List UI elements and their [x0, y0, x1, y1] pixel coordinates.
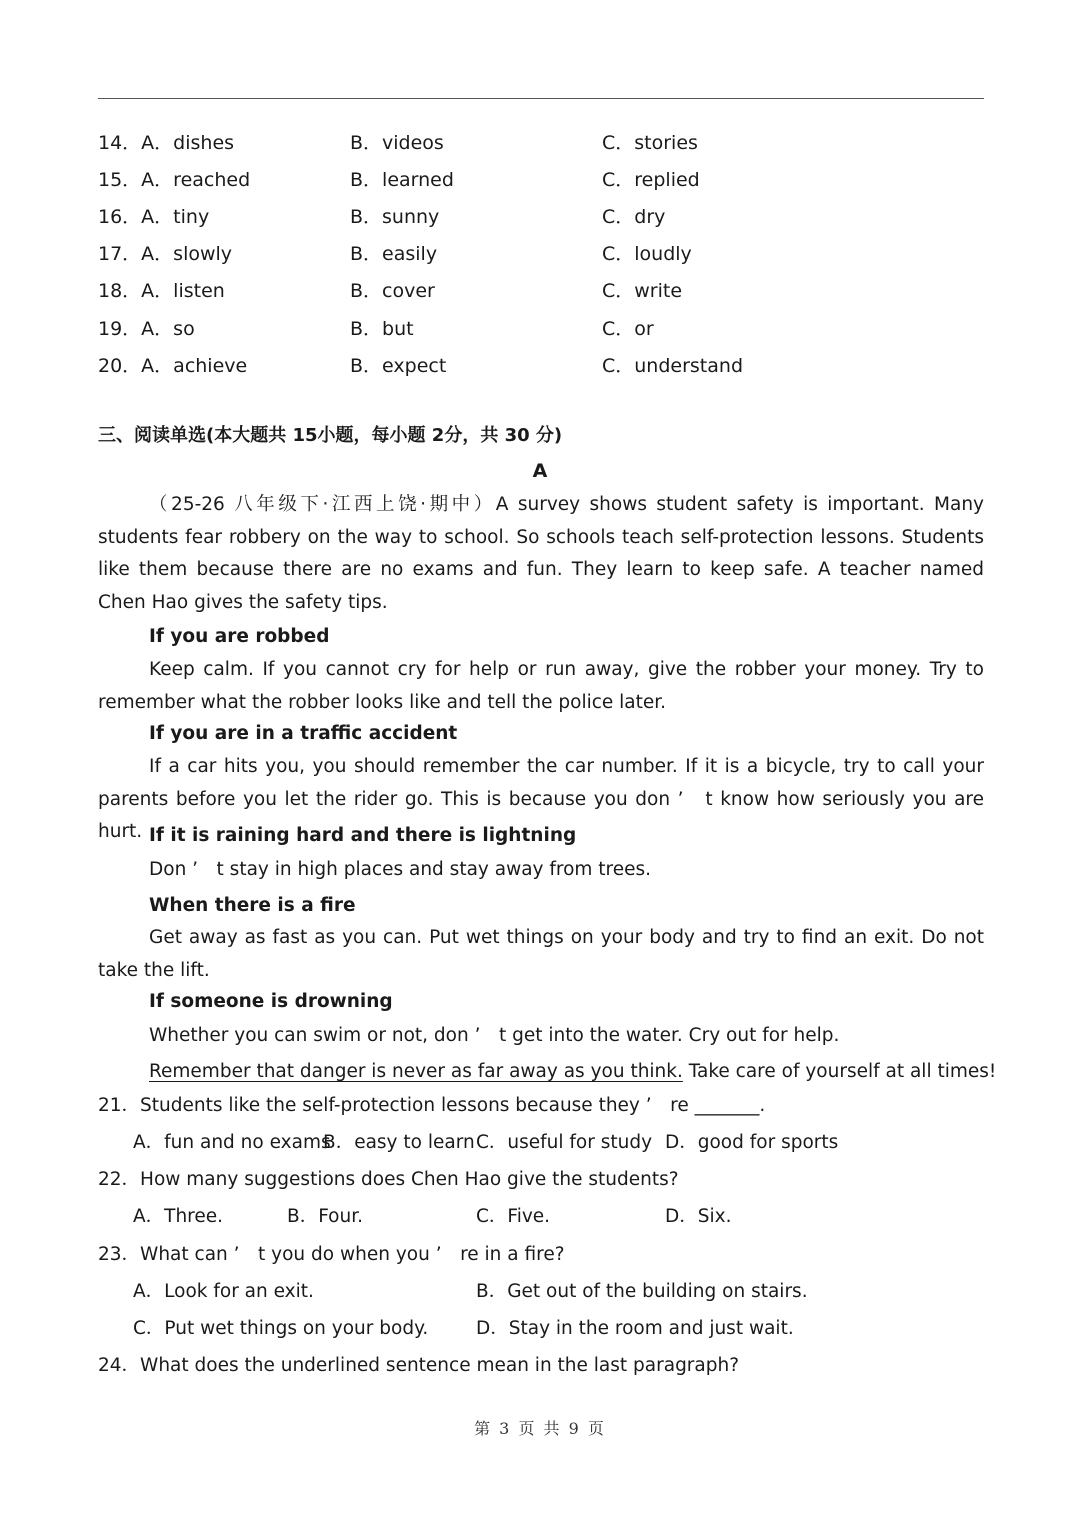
closing-rest: Take care of yourself at all times!	[682, 1061, 997, 1082]
option-a: 16．A．tiny	[98, 206, 210, 228]
question-21: 21．Students like the self-protection lessons because they ’ re _______.	[98, 1095, 766, 1116]
q21-option-a: A．fun and no exams	[133, 1132, 331, 1153]
option-c: C．write	[602, 280, 683, 302]
paragraph-fire: Get away as fast as you can. Put wet things on your body and try to find an exit. Do not take the lift.	[98, 927, 984, 981]
heading-lightning: If it is raining hard and there is lightning	[149, 825, 577, 846]
options-row-18	[98, 276, 984, 306]
q23-option-a: A．Look for an exit.	[133, 1281, 314, 1302]
heading-fire: When there is a fire	[149, 895, 356, 916]
paragraph-robbed: Keep calm. If you cannot cry for help or run away, give the robber your money. Try to remember what the robber looks like and tell the police later.	[98, 659, 984, 713]
options-row-19	[98, 314, 984, 344]
option-c: C．loudly	[602, 243, 692, 265]
intro-paragraph: （25-26 八年级下·江西上饶·期中）A survey shows student safety is important. Many students fear robbery on the way to school. So schools teach self-protection lessons. Students like them because there are no exams and fun. They learn to keep safe. A teacher named Chen Hao gives the safety tips.	[98, 494, 984, 613]
option-c: C．understand	[602, 355, 744, 377]
options-row-20	[98, 351, 984, 381]
options-row-17	[98, 239, 984, 269]
q21-option-c: C．useful for study	[476, 1132, 653, 1153]
option-a: 14．A．dishes	[98, 132, 235, 154]
option-b: B．easily	[350, 243, 438, 265]
options-row-14	[98, 128, 984, 158]
question-24: 24．What does the underlined sentence mean in the last paragraph?	[98, 1355, 740, 1376]
question-23: 23．What can ’ t you do when you ’ re in a fire?	[98, 1244, 565, 1265]
paragraph-lightning: Don ’ t stay in high places and stay away from trees.	[149, 859, 652, 880]
option-c: C．or	[602, 318, 654, 340]
q23-option-b: B．Get out of the building on stairs.	[476, 1281, 808, 1302]
option-b: B．videos	[350, 132, 444, 154]
question-22: 22．How many suggestions does Chen Hao give the students?	[98, 1169, 679, 1190]
option-b: B．learned	[350, 169, 454, 191]
q22-option-a: A．Three.	[133, 1206, 224, 1227]
q22-option-d: D．Six.	[665, 1206, 732, 1227]
option-a: 18．A．listen	[98, 280, 225, 302]
q22-option-c: C．Five.	[476, 1206, 551, 1227]
q21-option-d: D．good for sports	[665, 1132, 839, 1153]
options-row-15	[98, 165, 984, 195]
underlined-sentence: Remember that danger is never as far away as you think.	[149, 1061, 683, 1082]
heading-traffic: If you are in a traffic accident	[149, 723, 458, 744]
option-c: C．replied	[602, 169, 700, 191]
q23-option-c: C．Put wet things on your body.	[133, 1318, 429, 1339]
option-b: B．expect	[350, 355, 447, 377]
q22-option-b: B．Four.	[287, 1206, 364, 1227]
q23-option-d: D．Stay in the room and just wait.	[476, 1318, 794, 1339]
q21-option-b: B．easy to learn	[323, 1132, 475, 1153]
option-a: 19．A．so	[98, 318, 195, 340]
options-row-16	[98, 202, 984, 232]
top-rule	[98, 98, 984, 99]
heading-robbed: If you are robbed	[149, 626, 330, 647]
heading-drowning: If someone is drowning	[149, 991, 393, 1012]
option-a: 20．A．achieve	[98, 355, 248, 377]
option-c: C．dry	[602, 206, 666, 228]
paragraph-drowning: Whether you can swim or not, don ’ t get into the water. Cry out for help.	[149, 1025, 840, 1046]
paragraph-traffic: If a car hits you, you should remember the car number. If it is a bicycle, try to call your parents before you let the rider go. This is because you don ’ t know how seriously you are hurt.	[98, 756, 984, 842]
passage-label: A	[532, 460, 548, 482]
option-b: B．cover	[350, 280, 435, 302]
page-footer: 第 3 页 共 9 页	[474, 1419, 606, 1438]
option-b: B．sunny	[350, 206, 440, 228]
closing-paragraph	[149, 1057, 996, 1087]
option-b: B．but	[350, 318, 414, 340]
section-title: 三、阅读单选(本大题共 15小题，每小题 2分，共 30 分)	[98, 425, 563, 446]
option-a: 15．A．reached	[98, 169, 251, 191]
option-a: 17．A．slowly	[98, 243, 233, 265]
option-c: C．stories	[602, 132, 698, 154]
